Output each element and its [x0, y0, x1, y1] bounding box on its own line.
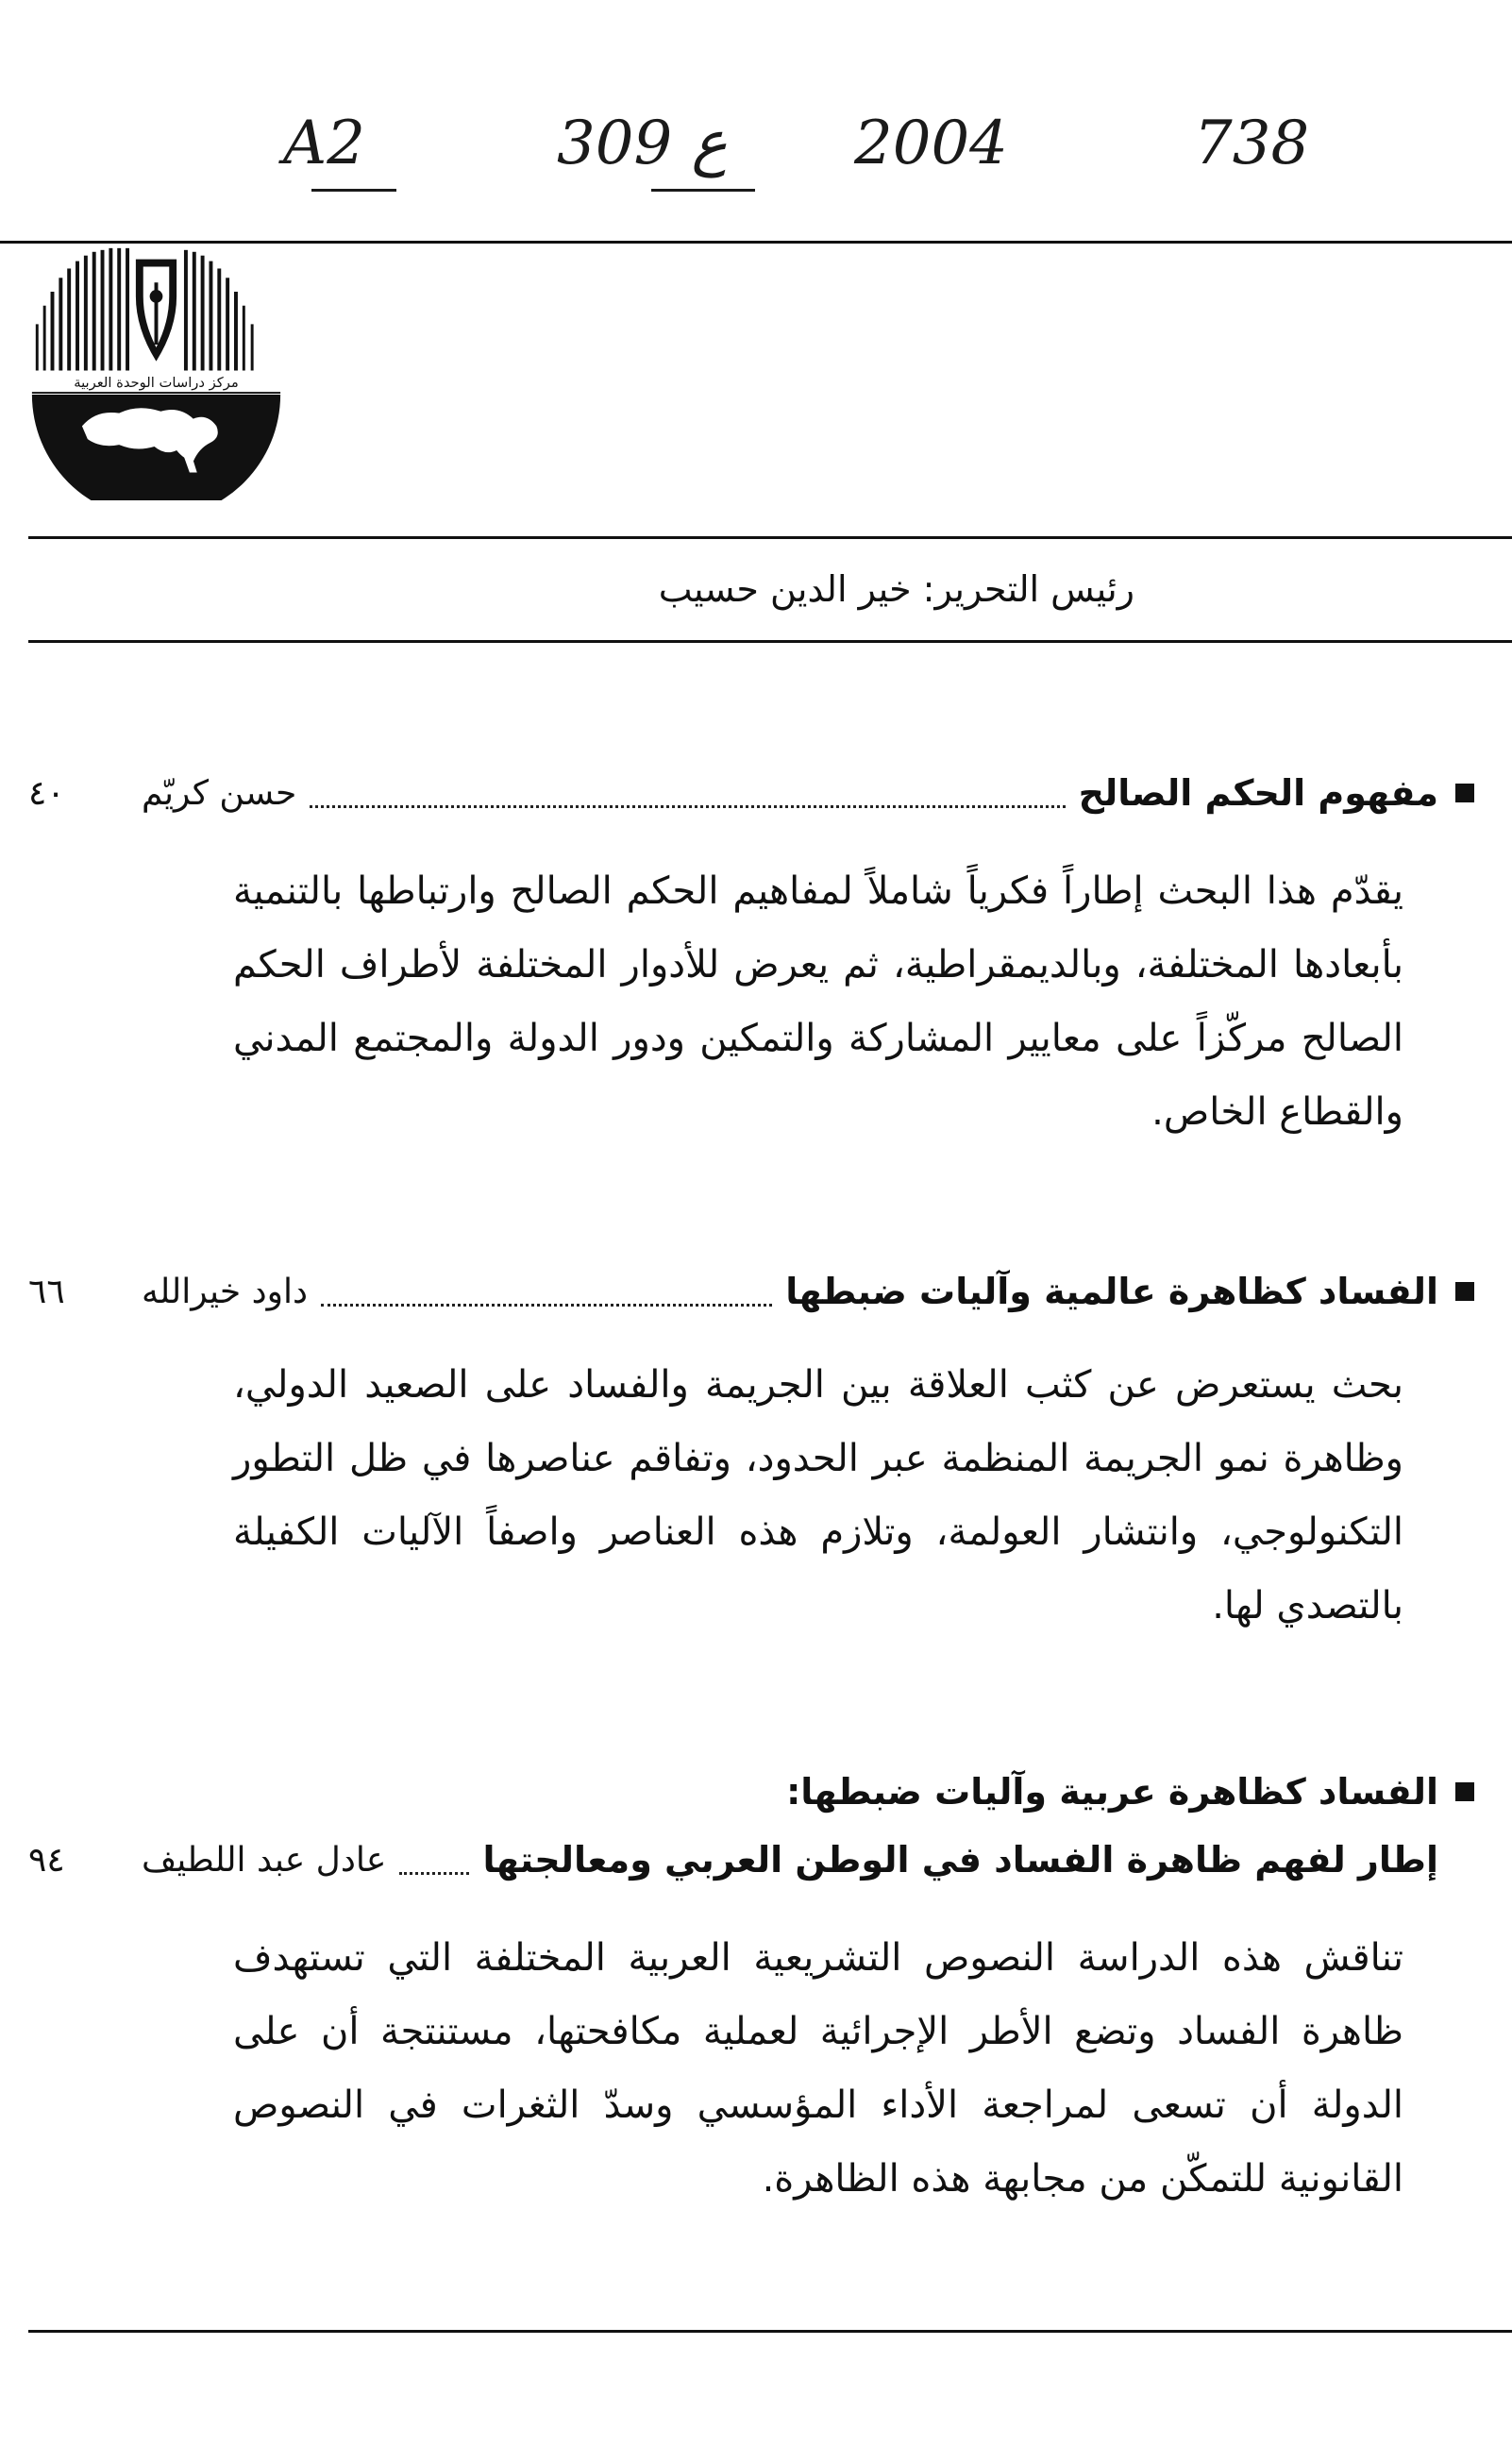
entry-title: الفساد كظاهرة عالمية وآليات ضبطها	[785, 1271, 1438, 1312]
entry-author: حسن كريّم	[142, 773, 297, 813]
handwritten-year: 2004	[854, 109, 1008, 178]
center-logo	[26, 241, 286, 500]
entry-subtitle: إطار لفهم ظاهرة الفساد في الوطن العربي ومعالجتها	[482, 1839, 1438, 1881]
dotted-leader	[310, 796, 1065, 808]
pen-nib-icon	[136, 260, 176, 362]
handwritten-code-1: A2	[283, 109, 365, 178]
handwritten-underline	[651, 189, 755, 192]
editor-bottom-rule	[28, 640, 1512, 643]
square-bullet-icon	[1455, 784, 1474, 802]
toc-entry-2	[28, 1263, 1474, 1320]
entry-title: الفساد كظاهرة عربية وآليات ضبطها:	[786, 1771, 1438, 1813]
toc-entry-3-subtitle	[28, 1831, 1474, 1888]
square-bullet-icon	[1455, 1782, 1474, 1801]
entry-abstract: بحث يستعرض عن كثب العلاقة بين الجريمة والفساد على الصعيد الدولي، وظاهرة نمو الجريمة المنظمة عبر الحدود، وتفاقم عناصرها في ظل التطور التكنولوجي، وانتشار العولمة، وتلازم هذه العناصر واصفاً الآليات الكفيلة بالتصدي لها.	[233, 1363, 1403, 1628]
entry-abstract: يقدّم هذا البحث إطاراً فكرياً شاملاً لمفاهيم الحكم الصالح وارتباطها بالتنمية بأبعادها المختلفة، وبالديمقراطية، ثم يعرض للأدوار المختلفة لأطراف الحكم الصالح مركّزاً على معايير المشاركة والتمكين ودور الدولة والمجتمع المدني والقطاع الخاص.	[233, 869, 1403, 1134]
editor-top-rule	[28, 536, 1512, 539]
toc-entry-1	[28, 765, 1474, 821]
handwritten-code-2: 309 ع	[557, 109, 728, 178]
entry-abstract: تناقش هذه الدراسة النصوص التشريعية العربية المختلفة التي تستهدف ظاهرة الفساد وتضع الأطر الإجرائية لعملية مكافحتها، مستنتجة أن على الدولة أن تسعى لمراجعة الأداء المؤسسي وسدّ الثغرات في النصوص القانونية للتمكّن من مجابهة هذه الظاهرة.	[233, 1936, 1403, 2201]
entry-title: مفهوم الحكم الصالح	[1078, 772, 1438, 814]
toc-entry-3	[28, 1763, 1474, 1820]
entry-page: ٤٠	[28, 773, 65, 813]
square-bullet-icon	[1455, 1282, 1474, 1301]
entry-page: ٦٦	[28, 1272, 65, 1311]
entry-author: عادل عبد اللطيف	[142, 1840, 387, 1880]
dotted-leader	[399, 1863, 469, 1875]
dotted-leader	[321, 1294, 772, 1307]
handwritten-underline	[311, 189, 396, 192]
editor-in-chief: رئيس التحرير: خير الدين حسيب	[658, 568, 1134, 610]
footer-rule	[28, 2330, 1512, 2333]
entry-page: ٩٤	[28, 1840, 65, 1880]
handwritten-number: 738	[1194, 109, 1310, 178]
logo-text: مركز دراسات الوحدة العربية	[74, 375, 239, 392]
entry-author: داود خيرالله	[142, 1272, 309, 1311]
